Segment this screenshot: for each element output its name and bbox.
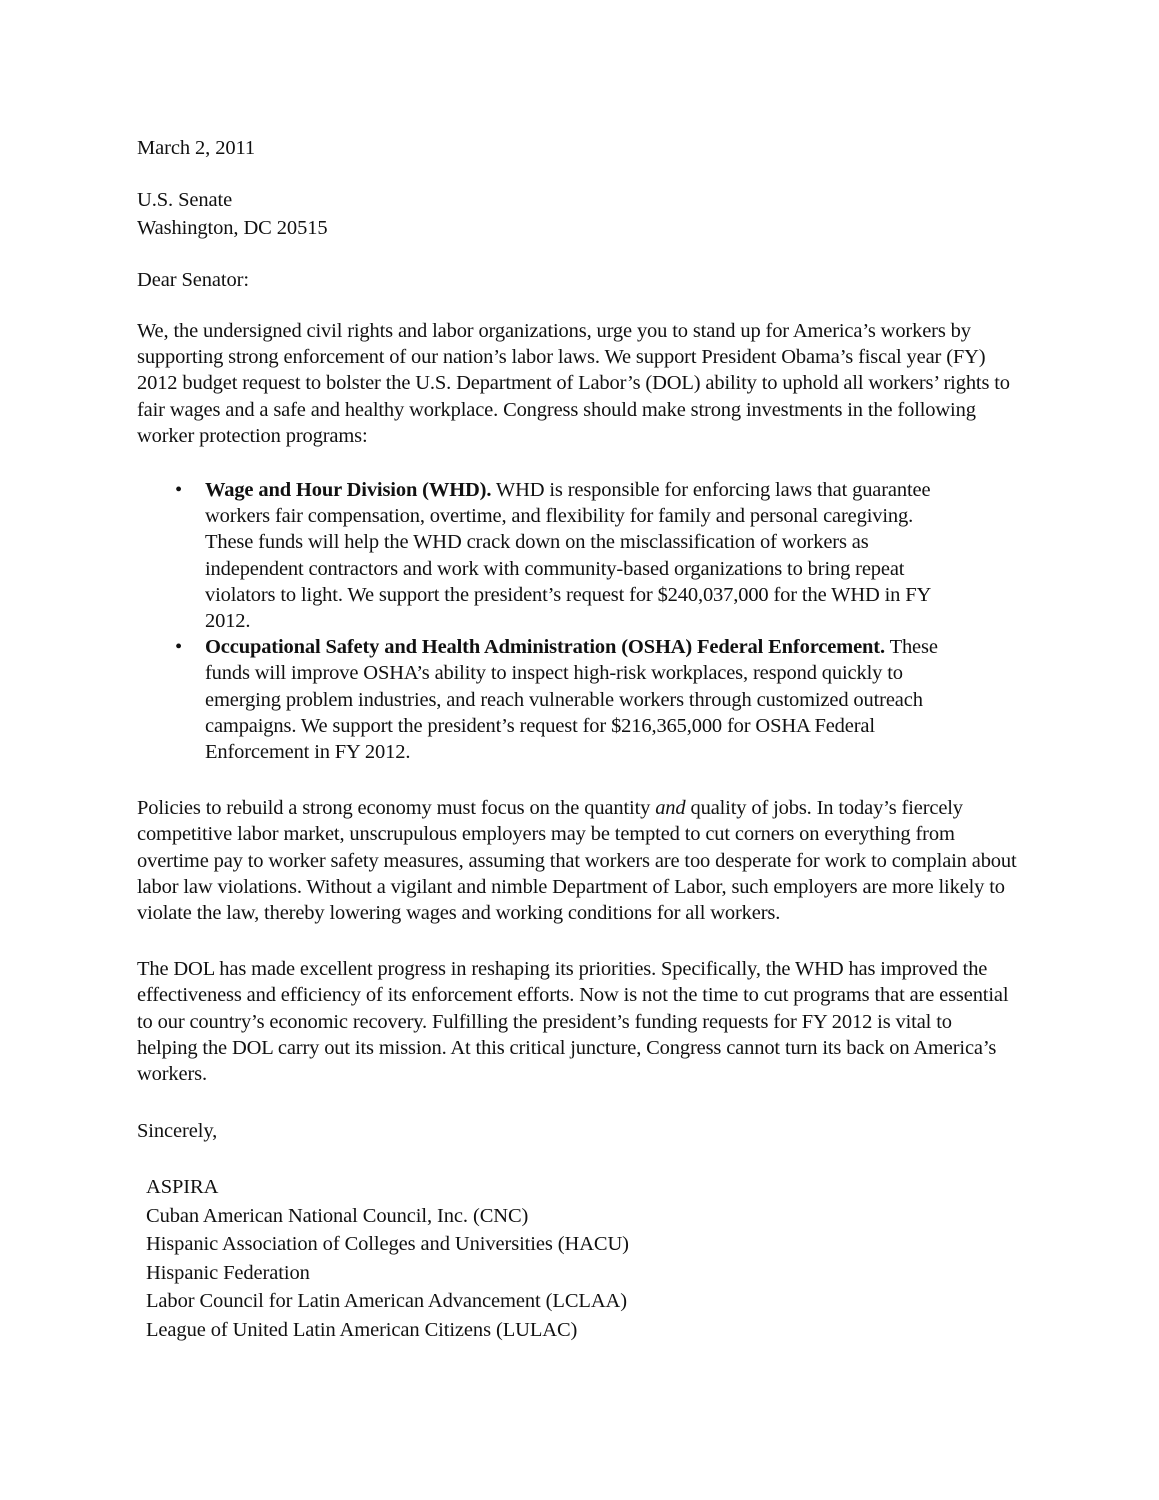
spacer (137, 294, 1017, 318)
bullet-heading: Occupational Safety and Health Administration (OSHA) Federal Enforcement. (205, 636, 885, 659)
bullet-heading: Wage and Hour Division (WHD). (205, 479, 492, 502)
recipient-line-2: Washington, DC 20515 (137, 217, 328, 239)
spacer (137, 449, 1017, 477)
closing: Sincerely, (137, 1120, 218, 1143)
list-item (137, 477, 949, 634)
list-item: ASPIRA (146, 1176, 219, 1199)
bullet-body: WHD is responsible for enforcing laws that guarantee workers fair compensation, overtime, and flexibility for family and personal caregiving. These funds will help the WHD crack down on the misclassification of workers as independent contractors and work with community-based organizations to bring repeat violators to light. We support the president’s request for $240,037,000 for the WHD in FY 2012. (205, 479, 931, 633)
recipient-line-1: U.S. Senate (137, 189, 233, 211)
progress-paragraph: The DOL has made excellent progress in reshaping its priorities. Specifically, the WHD has improved the effectiveness and efficiency of its enforcement efforts. Now is not the time to cut programs that are essential to our country’s economic recovery. Fulfilling the president’s funding requests for FY 2012 is vital to helping the DOL carry out its mission. At this critical juncture, Congress cannot turn its back on America’s workers. (137, 958, 1009, 1086)
policies-part-2: quality of jobs. In today’s fiercely competitive labor market, unscrupulous employers may be tempted to cut corners on everything from overtime pay to worker safety measures, assuming that workers are too desperate for work to complain about labor law violations. Without a vigilant and nimble Department of Labor, such employers are more likely to violate the law, thereby lowering wages and working conditions for all workers. (137, 797, 1017, 925)
letter-date: March 2, 2011 (137, 137, 256, 159)
list-item: Hispanic Federation (146, 1261, 310, 1284)
list-item: Cuban American National Council, Inc. (CNC) (146, 1204, 529, 1227)
list-item (137, 634, 949, 765)
list-item: Hispanic Association of Colleges and Universities (HACU) (146, 1233, 629, 1256)
spacer (137, 926, 1017, 956)
spacer (137, 162, 1017, 186)
bullet-icon: • (175, 479, 183, 502)
salutation: Dear Senator: (137, 269, 249, 291)
spacer (137, 242, 1017, 266)
policies-emphasis: and (655, 797, 686, 820)
bullet-icon: • (175, 636, 183, 659)
bullet-body: These funds will improve OSHA’s ability to inspect high-risk workplaces, respond quickly to emerging problem industries, and reach vulnerable workers through customized outreach campaigns. We support the president’s request for $216,365,000 for OSHA Federal Enforcement in FY 2012. (205, 636, 938, 764)
program-bullet-list (137, 477, 1017, 765)
intro-paragraph: We, the undersigned civil rights and labor organizations, urge you to stand up for America’s workers by supporting strong enforcement of our nation’s labor laws. We support President Obama’s fiscal year (FY) 2012 budget request to bolster the U.S. Department of Labor’s (DOL) ability to uphold all workers’ rights to fair wages and a safe and healthy workplace. Congress should make strong investments in the following worker protection programs: (137, 320, 1010, 447)
signatory-list (146, 1173, 1017, 1344)
policies-paragraph (137, 795, 1017, 926)
spacer (137, 765, 1017, 795)
list-item: League of United Latin American Citizens (LULAC) (146, 1318, 578, 1341)
list-item: Labor Council for Latin American Advancement (LCLAA) (146, 1290, 627, 1313)
policies-part-1: Policies to rebuild a strong economy must focus on the quantity (137, 797, 656, 820)
spacer (137, 1087, 1017, 1117)
spacer (137, 1145, 1017, 1173)
letter-body (137, 134, 1017, 1344)
